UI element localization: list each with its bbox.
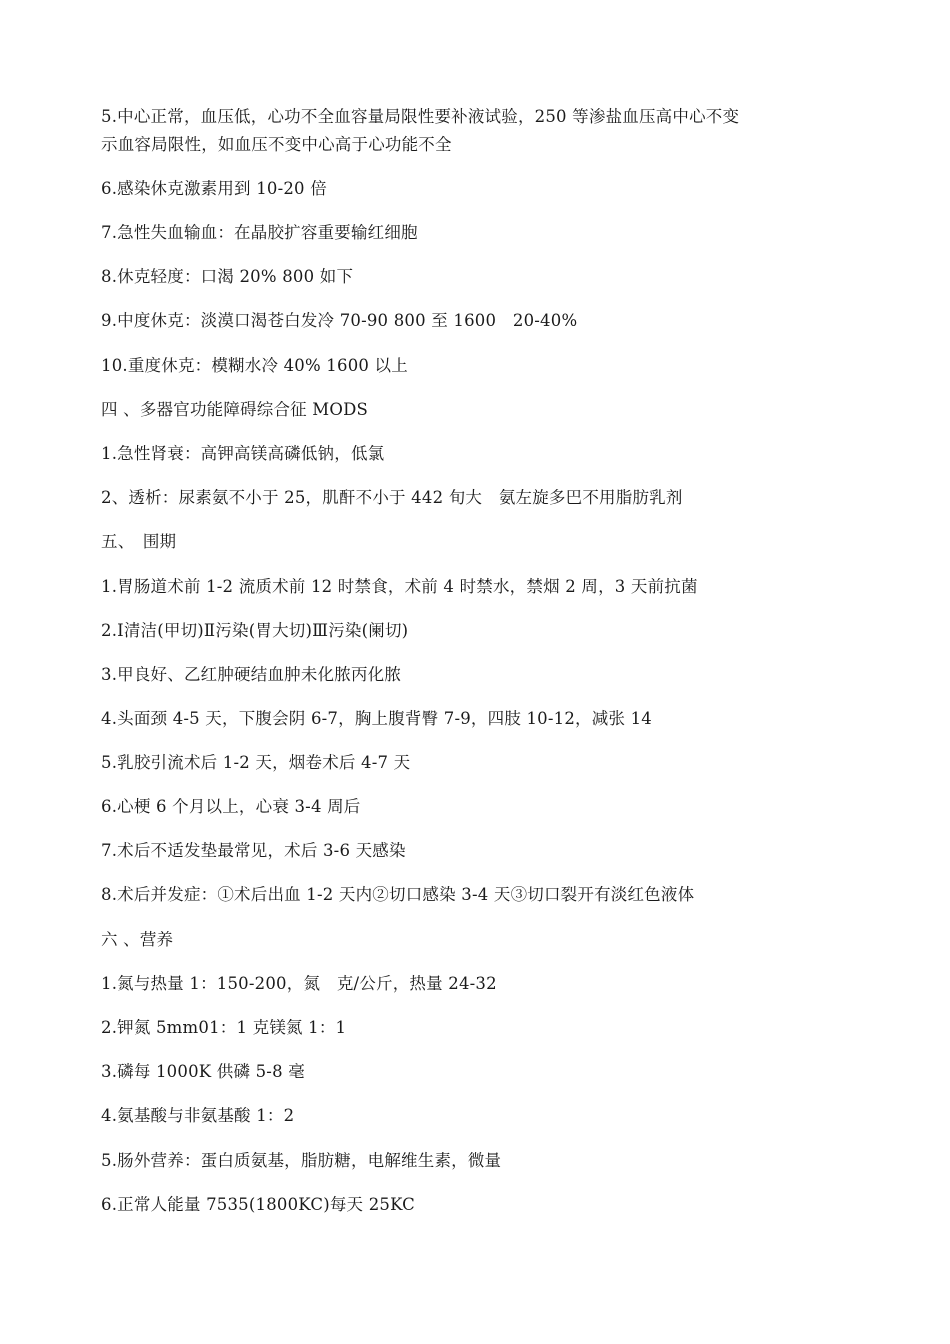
text-line: 示血容局限性，如血压不变中心高于心功能不全 [101, 135, 452, 154]
text-line: 8.术后并发症：①术后出血 1-2 天内②切口感染 3-4 天③切口裂开有淡红色液体 [101, 885, 695, 904]
text-line: 5.中心正常，血压低，心功不全血容量局限性要补液试验，250 等渗盐血压高中心不变 [101, 107, 740, 126]
text-line: 3.甲良好、乙红肿硬结血肿未化脓丙化脓 [101, 665, 402, 684]
section-heading: 六 、营养 [101, 930, 174, 949]
section-heading: 五、 围期 [101, 532, 177, 551]
section-heading: 四 、多器官功能障碍综合征 MODS [101, 400, 369, 419]
text-line: 4.头面颈 4-5 天，下腹会阴 6-7，胸上腹背臀 7-9，四肢 10-12，减张 14 [101, 709, 652, 728]
text-line: 1.胃肠道术前 1-2 流质术前 12 时禁食，术前 4 时禁水，禁烟 2 周，3 天前抗菌 [101, 577, 698, 596]
text-line: 8.休克轻度：口渴 20% 800 如下 [101, 267, 354, 286]
text-line: 2.Ⅰ清洁(甲切)Ⅱ污染(胃大切)Ⅲ污染(阑切) [101, 621, 409, 640]
text-line: 6.正常人能量 7535(1800KC)每天 25KC [101, 1195, 416, 1214]
text-line: 2.钾氮 5mm01：1 克镁氮 1：1 [101, 1018, 347, 1037]
text-line: 7.术后不适发垫最常见，术后 3-6 天感染 [101, 841, 406, 860]
text-line: 4.氨基酸与非氨基酸 1：2 [101, 1106, 295, 1125]
text-line: 9.中度休克：淡漠口渴苍白发冷 70-90 800 至 1600 20-40% [101, 311, 578, 330]
text-line: 6.感染休克激素用到 10-20 倍 [101, 179, 327, 198]
text-line: 6.心梗 6 个月以上，心衰 3-4 周后 [101, 797, 361, 816]
text-line: 10.重度休克：模糊水冷 40% 1600 以上 [101, 356, 408, 375]
text-line: 7.急性失血输血：在晶胶扩容重要输红细胞 [101, 223, 418, 242]
text-line: 5.肠外营养：蛋白质氨基，脂肪糖，电解维生素，微量 [101, 1151, 502, 1170]
text-line: 1.氮与热量 1：150-200，氮 克/公斤，热量 24-32 [101, 974, 497, 993]
text-line: 3.磷每 1000K 供磷 5-8 毫 [101, 1062, 305, 1081]
text-line: 2、透析：尿素氨不小于 25，肌酐不小于 442 旬大 氨左旋多巴不用脂肪乳剂 [101, 488, 683, 507]
text-line: 1.急性肾衰：高钾高镁高磷低钠，低氯 [101, 444, 385, 463]
text-line: 5.乳胶引流术后 1-2 天，烟卷术后 4-7 天 [101, 753, 411, 772]
